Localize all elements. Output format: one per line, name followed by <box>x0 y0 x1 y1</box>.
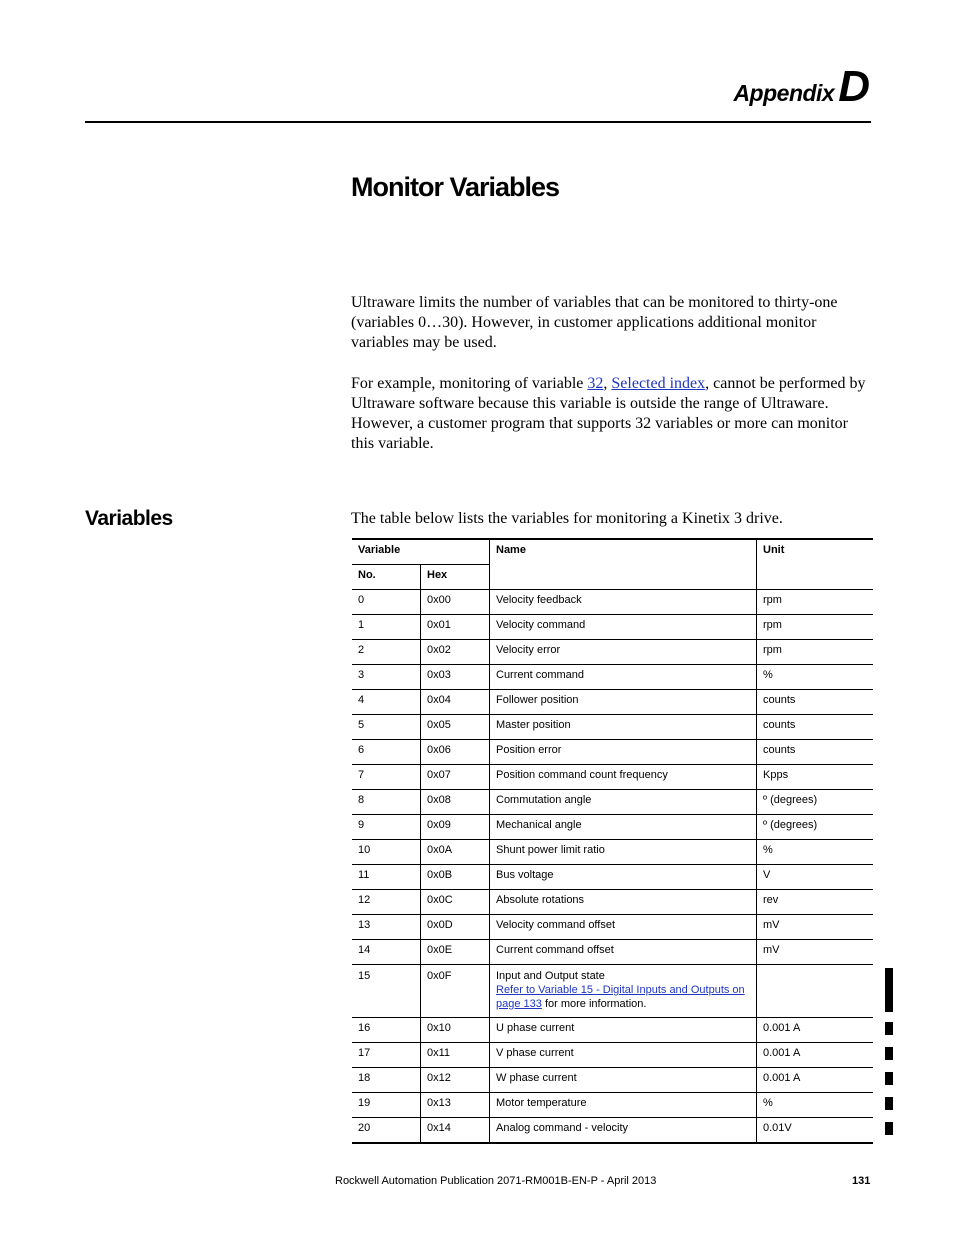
appendix-label <box>733 62 870 112</box>
table-row <box>352 1118 873 1144</box>
cell-name: Follower position <box>490 690 757 715</box>
cell-hex: 0x0E <box>421 940 490 965</box>
cell-unit: rpm <box>757 640 874 665</box>
page-title: Monitor Variables <box>351 172 560 202</box>
table-row <box>352 1043 873 1068</box>
cell-name: Velocity feedback <box>490 590 757 615</box>
cell-name: Position error <box>490 740 757 765</box>
variables-table <box>352 538 873 1144</box>
cell-no: 19 <box>352 1093 421 1118</box>
cell-unit: V <box>757 865 874 890</box>
cell-no: 18 <box>352 1068 421 1093</box>
cell-hex: 0x0F <box>421 965 490 1018</box>
intro-paragraph-1: Ultraware limits the number of variables that can be monitored to thirty-one (variables 0…30). However, in customer applications additional monitor variables may be used. <box>351 294 838 351</box>
table-row <box>352 1093 873 1118</box>
cell-name: Position command count frequency <box>490 765 757 790</box>
cell-no: 3 <box>352 665 421 690</box>
cell-no: 8 <box>352 790 421 815</box>
cell-hex: 0x01 <box>421 615 490 640</box>
cell-hex: 0x0D <box>421 915 490 940</box>
edge-tab-marker <box>885 968 893 1012</box>
variable-32-link[interactable]: 32 <box>587 375 604 392</box>
cell-hex: 0x08 <box>421 790 490 815</box>
cell-no: 11 <box>352 865 421 890</box>
header-variable: Variable <box>352 539 490 565</box>
table-row <box>352 615 873 640</box>
cell-name: Motor temperature <box>490 1093 757 1118</box>
cell-unit: 0.001 A <box>757 1068 874 1093</box>
cell-name: Commutation angle <box>490 790 757 815</box>
cell-unit: 0.001 A <box>757 1043 874 1068</box>
header-unit: Unit <box>757 539 874 590</box>
table-row <box>352 940 873 965</box>
cell-unit: º (degrees) <box>757 815 874 840</box>
cell-unit: mV <box>757 915 874 940</box>
cell-no: 15 <box>352 965 421 1018</box>
table-row <box>352 815 873 840</box>
intro-paragraph-2 <box>351 374 871 454</box>
table-row <box>352 740 873 765</box>
table-row <box>352 765 873 790</box>
table-row <box>352 915 873 940</box>
cell-no: 6 <box>352 740 421 765</box>
cell-hex: 0x0B <box>421 865 490 890</box>
cell-unit: º (degrees) <box>757 790 874 815</box>
cell-unit: 0.001 A <box>757 1018 874 1043</box>
cell-no: 20 <box>352 1118 421 1144</box>
table-row <box>352 790 873 815</box>
cell-name: Absolute rotations <box>490 890 757 915</box>
cell-name: V phase current <box>490 1043 757 1068</box>
cell-name: Master position <box>490 715 757 740</box>
cell-no: 0 <box>352 590 421 615</box>
row15-name: Input and Output state <box>496 970 605 982</box>
page-133-link[interactable]: page 133 <box>496 998 542 1010</box>
cell-hex: 0x06 <box>421 740 490 765</box>
row15-note <box>496 983 750 1011</box>
cell-unit <box>757 965 874 1018</box>
cell-name: Current command offset <box>490 940 757 965</box>
table-row <box>352 665 873 690</box>
cell-unit: Kpps <box>757 765 874 790</box>
edge-tab-marker <box>885 1072 893 1085</box>
cell-hex: 0x02 <box>421 640 490 665</box>
cell-unit: rpm <box>757 615 874 640</box>
p2-text-before: For example, monitoring of variable <box>351 375 588 392</box>
cell-hex: 0x14 <box>421 1118 490 1144</box>
cell-name: Velocity error <box>490 640 757 665</box>
edge-tab-marker <box>885 1097 893 1110</box>
cell-no: 16 <box>352 1018 421 1043</box>
cell-hex: 0x05 <box>421 715 490 740</box>
header-rule <box>85 121 871 123</box>
footer-page-number: 131 <box>852 1175 871 1187</box>
cell-unit: % <box>757 665 874 690</box>
table-row <box>352 1018 873 1043</box>
cell-hex: 0x11 <box>421 1043 490 1068</box>
cell-name: Analog command - velocity <box>490 1118 757 1144</box>
table-row <box>352 715 873 740</box>
cell-hex: 0x13 <box>421 1093 490 1118</box>
cell-no: 14 <box>352 940 421 965</box>
p2-separator: , <box>603 375 612 392</box>
header-hex: Hex <box>421 565 490 590</box>
cell-unit: % <box>757 1093 874 1118</box>
cell-unit: rpm <box>757 590 874 615</box>
cell-name <box>490 965 757 1018</box>
cell-no: 9 <box>352 815 421 840</box>
cell-hex: 0x07 <box>421 765 490 790</box>
table-row <box>352 590 873 615</box>
variable-15-link[interactable]: Refer to Variable 15 - Digital Inputs and Outputs on <box>496 984 745 996</box>
footer-publication: Rockwell Automation Publication 2071-RM001B-EN-P - April 2013 <box>335 1175 657 1187</box>
cell-no: 13 <box>352 915 421 940</box>
cell-no: 10 <box>352 840 421 865</box>
p2-text-after: , cannot be performed by Ultraware software because this variable is outside the range of Ultraware. However, a customer program that supports 32 variables or more can monitor this variable. <box>351 375 866 452</box>
cell-no: 17 <box>352 1043 421 1068</box>
table-row <box>352 690 873 715</box>
cell-name: U phase current <box>490 1018 757 1043</box>
cell-name: Shunt power limit ratio <box>490 840 757 865</box>
table-row <box>352 840 873 865</box>
cell-hex: 0x03 <box>421 665 490 690</box>
cell-hex: 0x04 <box>421 690 490 715</box>
cell-unit: rev <box>757 890 874 915</box>
table-row <box>352 640 873 665</box>
cell-hex: 0x0A <box>421 840 490 865</box>
cell-name: Current command <box>490 665 757 690</box>
header-name: Name <box>490 539 757 590</box>
cell-no: 7 <box>352 765 421 790</box>
section-heading-variables: Variables <box>85 507 173 530</box>
cell-hex: 0x00 <box>421 590 490 615</box>
cell-hex: 0x10 <box>421 1018 490 1043</box>
cell-no: 5 <box>352 715 421 740</box>
cell-hex: 0x0C <box>421 890 490 915</box>
cell-hex: 0x12 <box>421 1068 490 1093</box>
cell-no: 4 <box>352 690 421 715</box>
header-no: No. <box>352 565 421 590</box>
cell-name: Bus voltage <box>490 865 757 890</box>
table-row <box>352 865 873 890</box>
cell-name: Velocity command <box>490 615 757 640</box>
table-row <box>352 890 873 915</box>
cell-unit: counts <box>757 715 874 740</box>
cell-name: Mechanical angle <box>490 815 757 840</box>
cell-unit: mV <box>757 940 874 965</box>
cell-no: 2 <box>352 640 421 665</box>
appendix-letter: D <box>838 62 870 111</box>
cell-name: W phase current <box>490 1068 757 1093</box>
cell-unit: % <box>757 840 874 865</box>
cell-hex: 0x09 <box>421 815 490 840</box>
cell-unit: counts <box>757 740 874 765</box>
appendix-word: Appendix <box>733 80 835 106</box>
table-lead-text: The table below lists the variables for monitoring a Kinetix 3 drive. <box>351 510 783 527</box>
selected-index-link[interactable]: Selected index <box>611 375 706 392</box>
edge-tab-marker <box>885 1022 893 1035</box>
cell-unit: 0.01V <box>757 1118 874 1144</box>
table-row <box>352 965 873 1018</box>
table-row <box>352 1068 873 1093</box>
edge-tab-marker <box>885 1122 893 1135</box>
edge-tab-marker <box>885 1047 893 1060</box>
cell-no: 1 <box>352 615 421 640</box>
cell-unit: counts <box>757 690 874 715</box>
cell-no: 12 <box>352 890 421 915</box>
row15-note-after: for more information. <box>541 998 647 1010</box>
cell-name: Velocity command offset <box>490 915 757 940</box>
